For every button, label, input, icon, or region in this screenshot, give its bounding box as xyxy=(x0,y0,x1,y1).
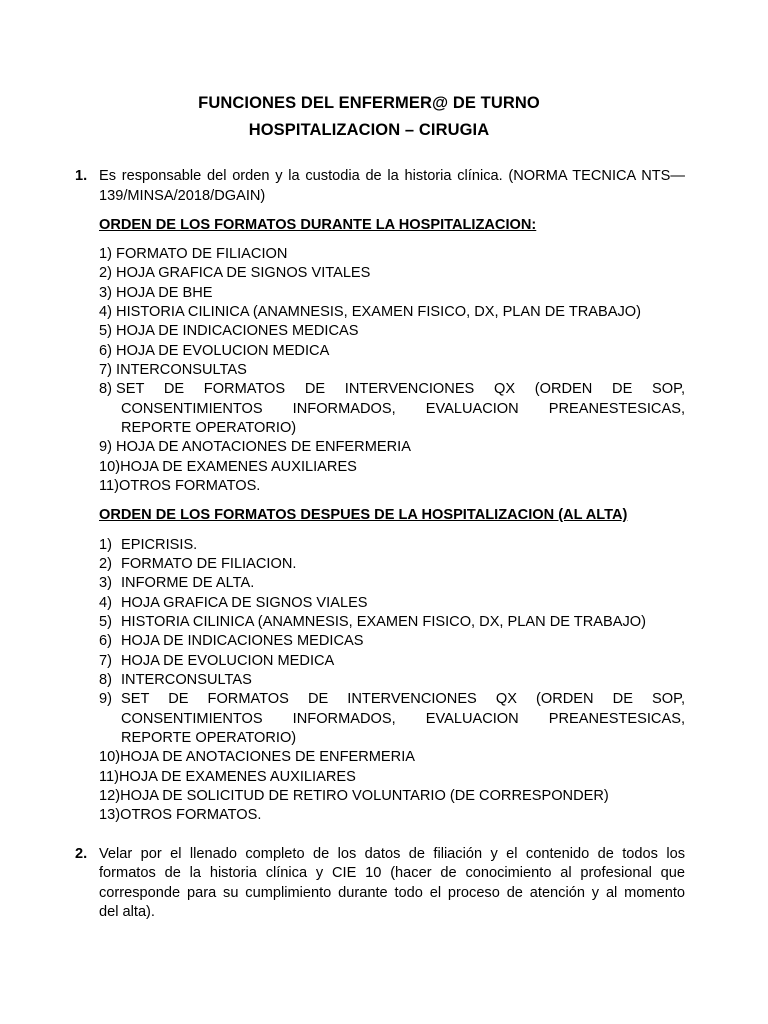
list-item: 11)OTROS FORMATOS. xyxy=(99,478,261,494)
list-item-number: 4) xyxy=(99,595,112,611)
list-item-number: 5) xyxy=(99,614,112,630)
list-item-number: 8) xyxy=(99,381,112,397)
list-item: 9) HOJA DE ANOTACIONES DE ENFERMERIA xyxy=(99,439,411,455)
list-item: 10)HOJA DE EXAMENES AUXILIARES xyxy=(99,459,357,475)
list-item-number: 1) xyxy=(99,537,112,553)
list-item: 5) HOJA DE INDICACIONES MEDICAS xyxy=(99,323,359,339)
list-item-line: CONSENTIMIENTOS INFORMADOS, EVALUACION PREANESTESICAS, xyxy=(121,401,685,417)
list-item: 11)HOJA DE EXAMENES AUXILIARES xyxy=(99,769,356,785)
list-item-text: EPICRISIS. xyxy=(121,537,198,553)
document-title-line1: FUNCIONES DEL ENFERMER@ DE TURNO xyxy=(198,94,540,112)
list-item-line: SET DE FORMATOS DE INTERVENCIONES QX (ORDEN DE SOP, xyxy=(121,691,685,707)
document-title-line2: HOSPITALIZACION – CIRUGIA xyxy=(248,121,490,139)
list-item xyxy=(99,536,197,556)
section-after-heading: ORDEN DE LOS FORMATOS DESPUES DE LA HOSPITALIZACION (AL ALTA) xyxy=(99,507,628,523)
list-item: 1) FORMATO DE FILIACION xyxy=(99,246,288,262)
list-item: 13)OTROS FORMATOS. xyxy=(99,807,262,823)
point2-text-line1: Velar por el llenado completo de los datos de filiación y el contenido de todos los xyxy=(99,846,685,862)
list-item-number: 6) xyxy=(99,633,112,649)
list-item xyxy=(99,652,334,672)
list-item: 10)HOJA DE ANOTACIONES DE ENFERMERIA xyxy=(99,749,415,765)
list-item xyxy=(99,671,252,691)
point2-text-line4: del alta). xyxy=(99,904,155,920)
list-item: 3) HOJA DE BHE xyxy=(99,285,213,301)
list-item: 6) HOJA DE EVOLUCION MEDICA xyxy=(99,343,330,359)
list-item-text: HOJA DE INDICACIONES MEDICAS xyxy=(121,633,364,649)
list-item-text: HOJA GRAFICA DE SIGNOS VIALES xyxy=(121,595,368,611)
list-item-line: REPORTE OPERATORIO) xyxy=(121,730,297,746)
list-item-number: 3) xyxy=(99,575,112,591)
list-item-number: 7) xyxy=(99,653,112,669)
list-item xyxy=(99,594,368,614)
list-item-number: 9) xyxy=(99,691,112,707)
point1-number: 1. xyxy=(75,168,88,184)
list-item-line: CONSENTIMIENTOS INFORMADOS, EVALUACION PREANESTESICAS, xyxy=(121,711,685,727)
list-item-line: REPORTE OPERATORIO) xyxy=(121,420,297,436)
list-item xyxy=(99,555,296,575)
list-item-text: HISTORIA CILINICA (ANAMNESIS, EXAMEN FISICO, DX, PLAN DE TRABAJO) xyxy=(121,614,646,630)
point2-number: 2. xyxy=(75,846,88,862)
point2-text-line2: formatos de la historia clínica y CIE 10 (hacer de conocimiento al profesional que xyxy=(99,865,685,881)
list-item: 4) HISTORIA CILINICA (ANAMNESIS, EXAMEN FISICO, DX, PLAN DE TRABAJO) xyxy=(99,304,641,320)
list-item xyxy=(99,632,363,652)
point1-text-line2: 139/MINSA/2018/DGAIN) xyxy=(99,188,266,204)
list-item-number: 2) xyxy=(99,556,112,572)
list-item-number: 8) xyxy=(99,672,112,688)
list-item xyxy=(99,574,254,594)
list-item xyxy=(99,613,646,633)
list-item-text: FORMATO DE FILIACION. xyxy=(121,556,297,572)
list-item-line: SET DE FORMATOS DE INTERVENCIONES QX (ORDEN DE SOP, xyxy=(116,381,685,397)
list-item: 2) HOJA GRAFICA DE SIGNOS VITALES xyxy=(99,265,371,281)
list-item-text: HOJA DE EVOLUCION MEDICA xyxy=(121,653,335,669)
list-item-text: INFORME DE ALTA. xyxy=(121,575,255,591)
list-item: 7) INTERCONSULTAS xyxy=(99,362,247,378)
point2-text-line3: corresponde para su cumplimiento durante todo el proceso de atención y al momento xyxy=(99,885,685,901)
section-during-heading: ORDEN DE LOS FORMATOS DURANTE LA HOSPITALIZACION: xyxy=(99,217,537,233)
point1-text-line1: Es responsable del orden y la custodia de la historia clínica. (NORMA TECNICA NTS— xyxy=(99,168,685,184)
list-item-text: INTERCONSULTAS xyxy=(121,672,252,688)
list-item: 12)HOJA DE SOLICITUD DE RETIRO VOLUNTARIO (DE CORRESPONDER) xyxy=(99,788,609,804)
